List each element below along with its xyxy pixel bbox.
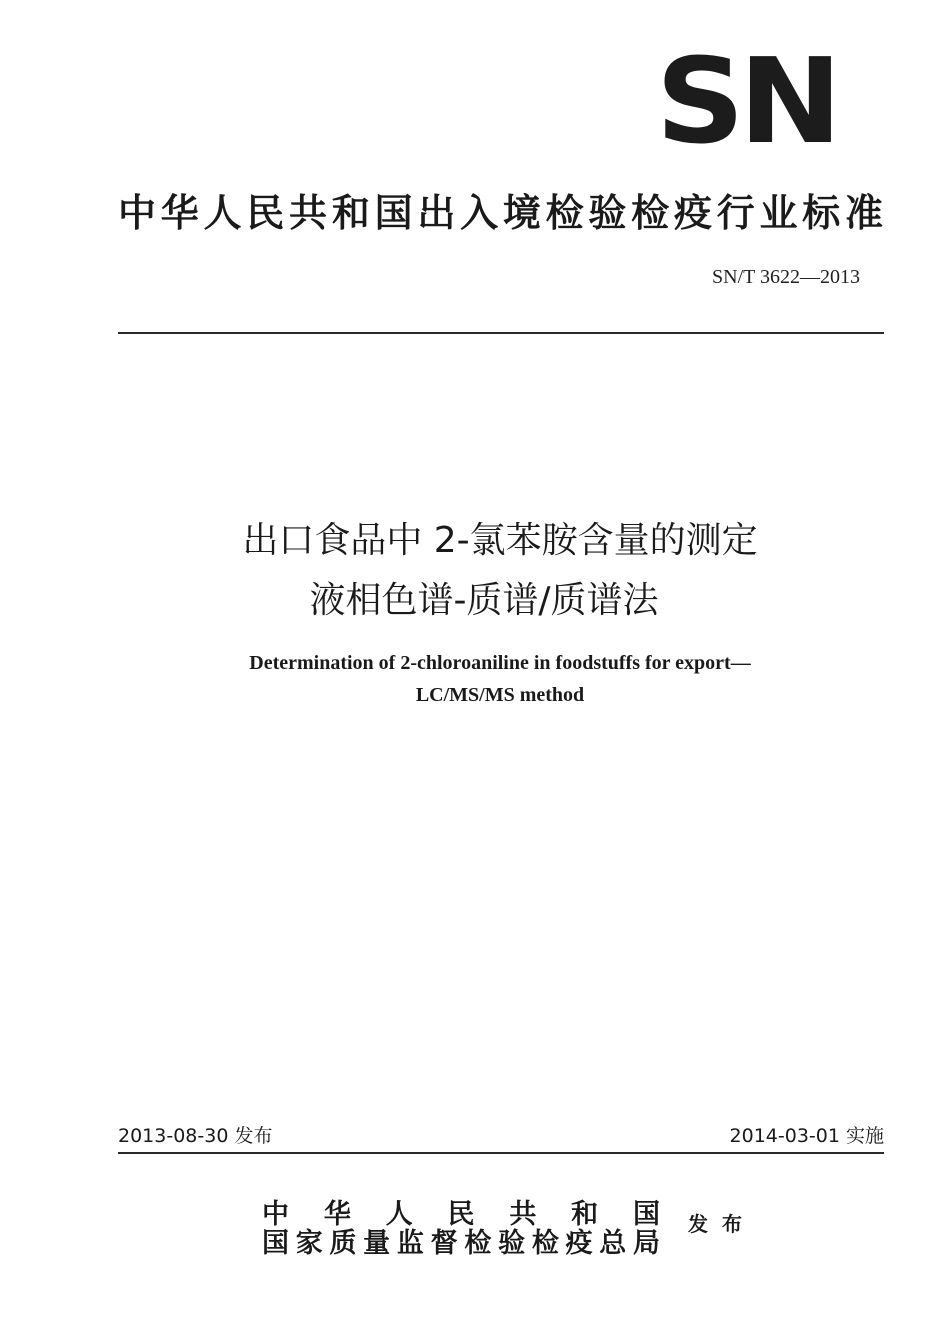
document-title-en-line1: Determination of 2-chloroaniline in foodstuffs for export— — [249, 652, 751, 674]
industry-standard-title: 中华人民共和国出入境检验检疫行业标准 — [118, 191, 884, 235]
top-divider — [118, 332, 884, 334]
issuer-name-line1: 中华人民共和国 — [262, 1199, 660, 1230]
document-title-en-line2: LC/MS/MS method — [415, 684, 585, 706]
document-title-cn-line1: 出口食品中 2-氯苯胺含量的测定 — [242, 520, 758, 561]
implementation-date: 2014-03-01 实施 — [729, 1125, 884, 1147]
document-title-cn-line2: 液相色谱-质谱/质谱法 — [309, 580, 659, 621]
issue-date: 2013-08-30 发布 — [118, 1125, 273, 1147]
bottom-divider — [118, 1152, 884, 1154]
issuer-verb: 发布 — [688, 1212, 742, 1236]
sn-logo: SN — [655, 32, 836, 170]
standard-number: SN/T 3622—2013 — [712, 266, 860, 288]
issuer-name-line2: 国家质量监督检验检疫总局 — [262, 1228, 660, 1259]
